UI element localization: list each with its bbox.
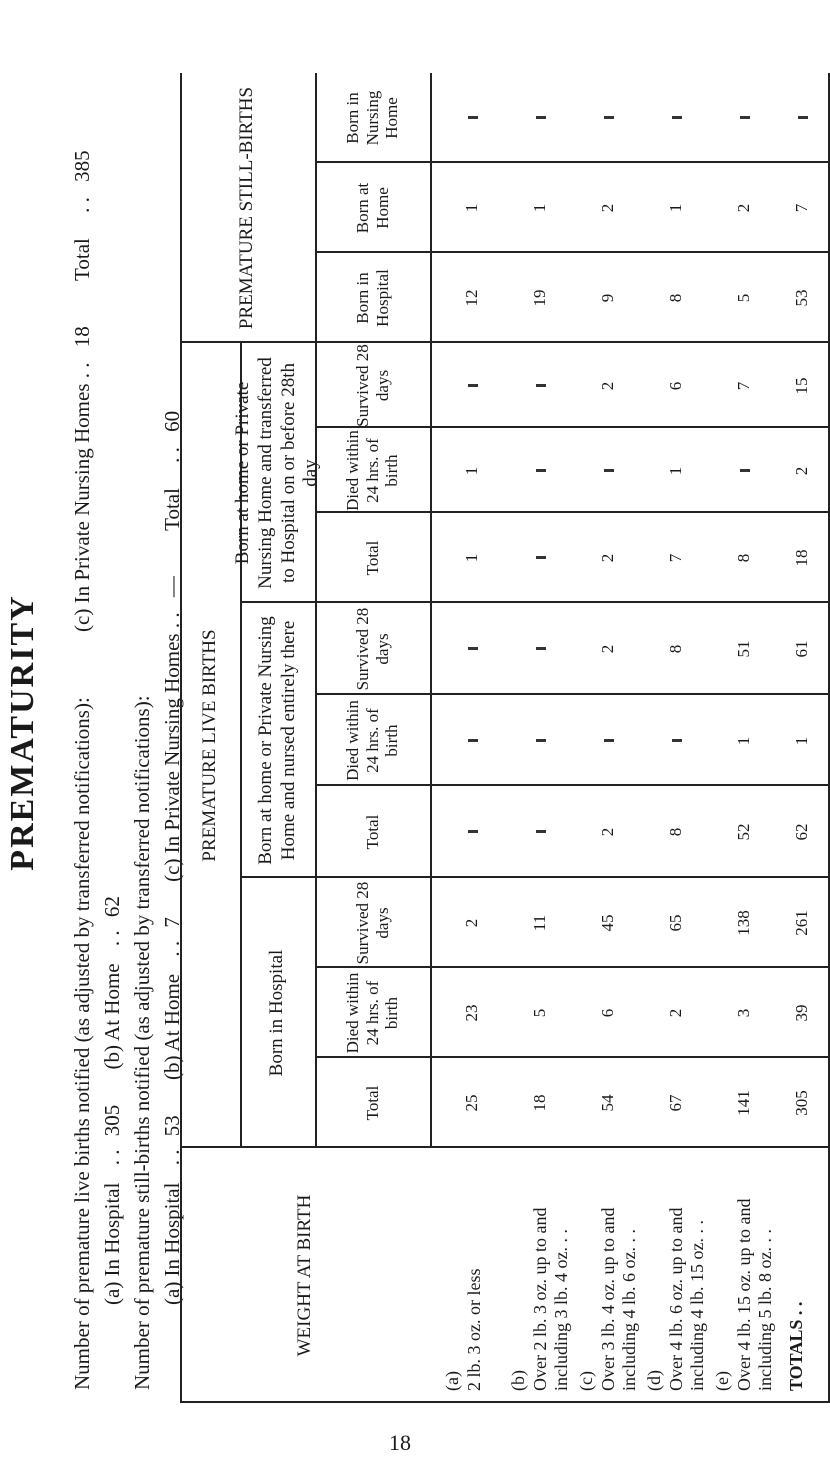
intro-live-total-value: 385 [70,150,94,182]
table-cell: 7 [734,381,753,391]
table-cell: 138 [734,910,753,936]
intro-still-b-label: (b) At Home [160,973,184,1081]
live-births-header: PREMATURE LIVE BIRTHS [198,629,220,862]
table-cell: 305 [792,1090,811,1116]
table-cell-empty [536,647,546,650]
table-cell-empty [468,830,478,833]
table-cell: 52 [734,823,753,841]
intro-live-a-label: (a) In Hospital [100,1182,124,1305]
table-cell: 62 [792,823,811,841]
table-cell: 15 [792,377,811,395]
table-cell: 5 [734,293,753,303]
table-cell: 65 [666,914,685,932]
weight-header [180,1148,430,1403]
table-cell-empty [536,830,546,833]
table-cell: 2 [598,827,617,837]
intro-live-a-value: 305 [100,1104,124,1137]
table-cell: 6 [666,381,685,391]
intro-live-breakdown [100,896,125,1305]
intro-live-births [70,150,95,1390]
group-born-at-home-transferred: Born at home or Private Nursing Home and transferred to Hospital on or before 28th day [231,357,322,589]
table-cell: 1 [666,466,685,476]
intro-live-text: Number of premature live births notified (as adjusted by transferred notifications): [70,697,94,1390]
table-cell: 51 [734,640,753,658]
weight-row-letter: (c) [576,1371,596,1391]
col-transferred-survived: Survived 28 days [352,344,392,427]
table-cell: 8 [666,293,685,303]
weight-row-letter: (d) [644,1370,664,1391]
table-cell-empty [536,469,546,472]
table-cell: 2 [666,1008,685,1018]
table-cell: 9 [598,293,617,303]
intro-still-b-value: 7 [160,917,184,928]
table-cell-empty [604,469,614,472]
col-still-home: Born at Home [352,182,392,234]
table-cell: 5 [530,1008,549,1018]
table-cell: 7 [666,553,685,563]
table-cell: 19 [530,289,549,307]
table-cell: 67 [666,1094,685,1112]
weight-row-label: Over 2 lb. 3 oz. up to and including 3 lb. 4 oz. . . [529,1207,572,1391]
intro-still-a-label: (a) In Hospital [160,1182,184,1305]
table-cell-empty [536,116,546,119]
weight-row-label: Over 4 lb. 15 oz. up to and including 5 lb. 8 oz. . . [733,1198,776,1391]
table-cell: 2 [598,644,617,654]
table-cell-empty [468,739,478,742]
col-home-died: Died within 24 hrs. of birth [343,700,402,781]
still-births-header: PREMATURE STILL-BIRTHS [236,86,258,330]
table-cell-empty [672,739,682,742]
page-number-label: 18 [389,1430,411,1455]
table-cell: 8 [734,553,753,563]
table-cell-empty [468,647,478,650]
table-cell: 2 [598,381,617,391]
intro-still-b-dots: . . [160,940,184,957]
table-cell-empty [604,116,614,119]
table-cell: 2 [598,553,617,563]
table-cell: 3 [734,1008,753,1018]
table-cell-empty [468,384,478,387]
col-home-total: Total [362,814,382,850]
subheader-rule [430,73,432,1148]
col-hospital-total: Total [362,1085,382,1121]
weight-row-b [508,1156,573,1391]
intro-still-c-label: (c) In Private Nursing Homes . . [160,612,184,882]
weight-row-totals [786,1156,808,1391]
table-cell-empty [604,739,614,742]
weight-row-label: 2 lb. 3 oz. or less [463,1268,484,1391]
col-home-survived: Survived 28 days [352,607,392,691]
table-cell: 261 [792,910,811,936]
intro-live-b-value: 62 [100,896,124,918]
intro-live-b-dots: . . [100,930,124,947]
table-cell: 8 [666,827,685,837]
weight-row-c [576,1156,641,1391]
page-title: PREMATURITY [4,594,41,871]
table-cell: 6 [598,1008,617,1018]
table-cell: 53 [792,289,811,307]
group-born-at-home-nursed: Born at home or Private Nursing Home and nursed entirely there [254,616,299,865]
table-cell: 1 [462,553,481,563]
table-cell: 1 [530,203,549,213]
prematurity-table [180,73,830,1403]
weight-row-label: Over 4 lb. 6 oz. up to and including 4 lb. 15 oz. . . [665,1207,708,1391]
col-still-hospital: Born in Hospital [352,269,392,327]
col-hospital-died: Died within 24 hrs. of birth [343,972,402,1054]
table-cell: 45 [598,914,617,932]
intro-still-total-label: Total [160,488,184,531]
intro-live-c-value: 18 [70,326,94,348]
col-still-nursing-home: Born in Nursing Home [343,90,402,146]
intro-live-c-label: (c) In Private Nursing Homes . . [70,362,94,632]
table-cell: 23 [462,1004,481,1022]
table-cell: 61 [792,640,811,658]
table-cell: 18 [530,1094,549,1112]
intro-still-total-value: 60 [160,410,184,432]
table-cell: 1 [462,466,481,476]
table-cell-empty [798,116,808,119]
table-cell: 1 [666,203,685,213]
table-cell: 1 [734,736,753,746]
table-cell: 2 [462,918,481,928]
col-transferred-total: Total [362,540,382,576]
intro-still-text: Number of premature still-births notified (as adjusted by transferred notifications): [130,695,154,1390]
table-cell-empty [740,116,750,119]
group-born-in-hospital: Born in Hospital [266,949,288,1077]
intro-still-a-dots: . . [160,1149,184,1166]
intro-live-total-label: Total [70,238,94,281]
table-cell: 7 [792,203,811,213]
table-cell-empty [672,116,682,119]
table-cell: 39 [792,1004,811,1022]
table-cell: 2 [734,203,753,213]
weight-row-letter: (a) [442,1371,462,1391]
table-cell: 12 [462,289,481,307]
table-cell-empty [468,116,478,119]
intro-live-a-dots: . . [100,1149,124,1166]
intro-still-total-dots: . . [160,447,184,463]
table-cell: 25 [462,1094,481,1112]
intro-live-b-label: (b) At Home [100,963,124,1070]
intro-live-total-dots: . . [70,197,94,213]
table-cell: 2 [598,203,617,213]
table-cell: 11 [530,914,549,932]
table-cell: 2 [792,466,811,476]
intro-still-c-value: — [160,576,184,598]
weight-row-letter: (e) [712,1371,732,1391]
weight-header-text: WEIGHT AT BIRTH [293,1194,315,1357]
weight-row-letter: (b) [508,1370,528,1391]
weight-row-a [442,1156,485,1391]
col-transferred-died: Died within 24 hrs. of birth [343,430,402,511]
table-cell: 141 [734,1090,753,1116]
table-cell-empty [536,739,546,742]
table-cell: 8 [666,644,685,654]
table-cell-empty [536,556,546,559]
table-cell-empty [740,469,750,472]
intro-still-a-value: 53 [160,1115,184,1137]
weight-row-d [644,1156,709,1391]
table-cell: 18 [792,549,811,567]
table-cell: 1 [792,736,811,746]
weight-row-label: Over 3 lb. 4 oz. up to and including 4 lb. 6 oz. . . [597,1207,640,1391]
table-cell: 54 [598,1094,617,1112]
intro-still-births [130,695,155,1390]
weight-row-label: TOTALS . . [786,1301,806,1391]
table-cell: 1 [462,203,481,213]
col-hospital-survived: Survived 28 days [352,881,392,965]
table-cell-empty [536,384,546,387]
weight-row-e [712,1156,777,1391]
